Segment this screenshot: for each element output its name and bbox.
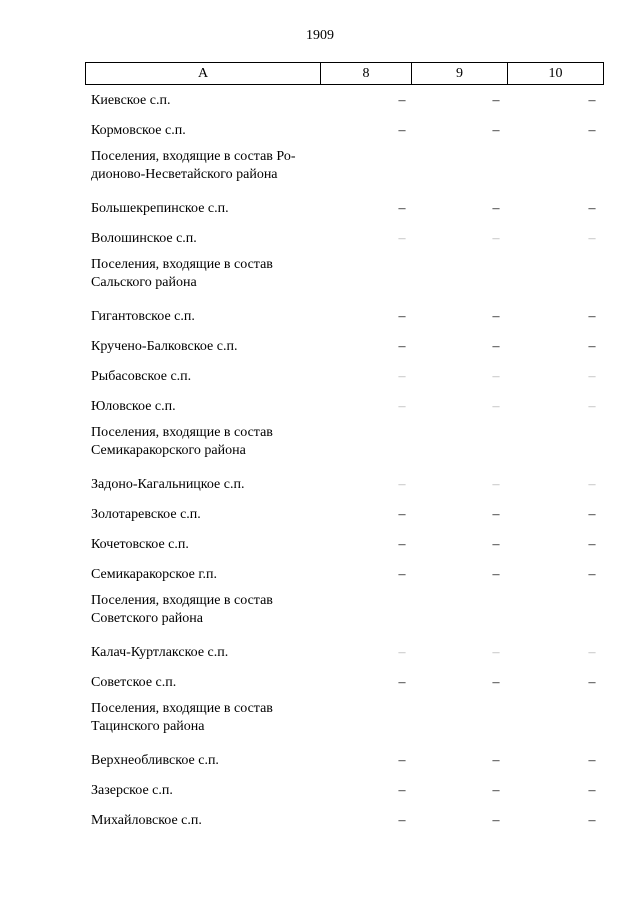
cell-8-value: – <box>398 399 406 414</box>
district-group-line: Поселения, входящие в состав <box>91 257 273 272</box>
cell-8-value: – <box>398 477 406 492</box>
column-header-8: 8 <box>321 63 412 85</box>
district-group-label <box>91 256 321 292</box>
cell-9-value: – <box>492 309 500 324</box>
district-group-line: Семикаракорского района <box>91 443 246 458</box>
cell-9-value: – <box>492 783 500 798</box>
cell-8-value: – <box>398 783 406 798</box>
district-group-label <box>91 424 321 460</box>
cell-10-value: – <box>588 369 596 384</box>
table-row <box>0 392 640 422</box>
district-group-line: Тацинского района <box>91 719 205 734</box>
column-header-10: 10 <box>508 63 604 85</box>
settlement-name: Советское с.п. <box>91 675 177 690</box>
cell-8-value: – <box>398 231 406 246</box>
settlement-name: Рыбасовское с.п. <box>91 369 192 384</box>
district-group-heading <box>0 422 640 470</box>
table-row <box>0 500 640 530</box>
cell-9-value: – <box>492 537 500 552</box>
district-group-line: Поселения, входящие в состав Ро- <box>91 149 296 164</box>
table-row <box>0 530 640 560</box>
district-group-line: Поселения, входящие в состав <box>91 425 273 440</box>
cell-8-value: – <box>398 369 406 384</box>
cell-10-value: – <box>588 567 596 582</box>
district-group-label <box>91 700 321 736</box>
cell-8-value: – <box>398 753 406 768</box>
cell-8-value: – <box>398 537 406 552</box>
cell-10-value: – <box>588 201 596 216</box>
cell-8-value: – <box>398 123 406 138</box>
district-group-heading <box>0 698 640 746</box>
settlement-name: Задоно-Кагальницкое с.п. <box>91 477 245 492</box>
settlement-name: Гигантовское с.п. <box>91 309 195 324</box>
cell-9-value: – <box>492 645 500 660</box>
page-number: 1909 <box>306 28 334 43</box>
cell-9-value: – <box>492 93 500 108</box>
district-group-heading <box>0 254 640 302</box>
settlement-name: Волошинское с.п. <box>91 231 197 246</box>
cell-8-value: – <box>398 675 406 690</box>
table-row <box>0 302 640 332</box>
cell-10-value: – <box>588 675 596 690</box>
district-group-heading <box>0 590 640 638</box>
cell-9-value: – <box>492 567 500 582</box>
settlement-name: Верхнеобливское с.п. <box>91 753 219 768</box>
cell-9-value: – <box>492 507 500 522</box>
table-row <box>0 638 640 668</box>
settlement-name: Кручено-Балковское с.п. <box>91 339 238 354</box>
cell-10-value: – <box>588 537 596 552</box>
cell-10-value: – <box>588 231 596 246</box>
cell-9-value: – <box>492 675 500 690</box>
cell-8-value: – <box>398 567 406 582</box>
table-body <box>0 86 640 836</box>
cell-9-value: – <box>492 231 500 246</box>
header-row <box>86 63 604 85</box>
district-group-label <box>91 148 321 184</box>
settlement-name: Михайловское с.п. <box>91 813 202 828</box>
district-group-line: Сальского района <box>91 275 197 290</box>
district-group-line: Советского района <box>91 611 203 626</box>
cell-10-value: – <box>588 339 596 354</box>
cell-8-value: – <box>398 93 406 108</box>
cell-10-value: – <box>588 123 596 138</box>
cell-8-value: – <box>398 813 406 828</box>
district-group-heading <box>0 146 640 194</box>
column-header-9: 9 <box>412 63 508 85</box>
table-row <box>0 560 640 590</box>
table-row <box>0 806 640 836</box>
cell-9-value: – <box>492 123 500 138</box>
cell-10-value: – <box>588 645 596 660</box>
cell-9-value: – <box>492 813 500 828</box>
cell-10-value: – <box>588 477 596 492</box>
settlement-name: Киевское с.п. <box>91 93 171 108</box>
table-row <box>0 332 640 362</box>
cell-9-value: – <box>492 399 500 414</box>
settlement-name: Семикаракорское г.п. <box>91 567 218 582</box>
district-group-line: дионово-Несветайского района <box>91 167 278 182</box>
settlement-name: Юловское с.п. <box>91 399 176 414</box>
cell-10-value: – <box>588 783 596 798</box>
table-row <box>0 362 640 392</box>
district-group-line: Поселения, входящие в состав <box>91 701 273 716</box>
table-row <box>0 776 640 806</box>
settlement-name: Калач-Куртлакское с.п. <box>91 645 229 660</box>
settlement-name: Большекрепинское с.п. <box>91 201 229 216</box>
table-row <box>0 224 640 254</box>
cell-9-value: – <box>492 477 500 492</box>
settlement-name: Золотаревское с.п. <box>91 507 201 522</box>
table-header <box>85 62 604 85</box>
cell-10-value: – <box>588 309 596 324</box>
settlement-name: Кочетовское с.п. <box>91 537 189 552</box>
table-row <box>0 470 640 500</box>
cell-10-value: – <box>588 507 596 522</box>
table-row <box>0 746 640 776</box>
table-row <box>0 116 640 146</box>
cell-8-value: – <box>398 339 406 354</box>
cell-10-value: – <box>588 813 596 828</box>
table-row <box>0 668 640 698</box>
cell-9-value: – <box>492 369 500 384</box>
settlement-name: Кормовское с.п. <box>91 123 186 138</box>
cell-8-value: – <box>398 507 406 522</box>
cell-10-value: – <box>588 93 596 108</box>
cell-9-value: – <box>492 201 500 216</box>
cell-9-value: – <box>492 339 500 354</box>
cell-8-value: – <box>398 201 406 216</box>
settlement-name: Зазерское с.п. <box>91 783 173 798</box>
table-row <box>0 194 640 224</box>
column-header-a: А <box>86 63 321 85</box>
cell-8-value: – <box>398 645 406 660</box>
cell-8-value: – <box>398 309 406 324</box>
table-row <box>0 86 640 116</box>
district-group-label <box>91 592 321 628</box>
cell-10-value: – <box>588 753 596 768</box>
cell-10-value: – <box>588 399 596 414</box>
district-group-line: Поселения, входящие в состав <box>91 593 273 608</box>
cell-9-value: – <box>492 753 500 768</box>
